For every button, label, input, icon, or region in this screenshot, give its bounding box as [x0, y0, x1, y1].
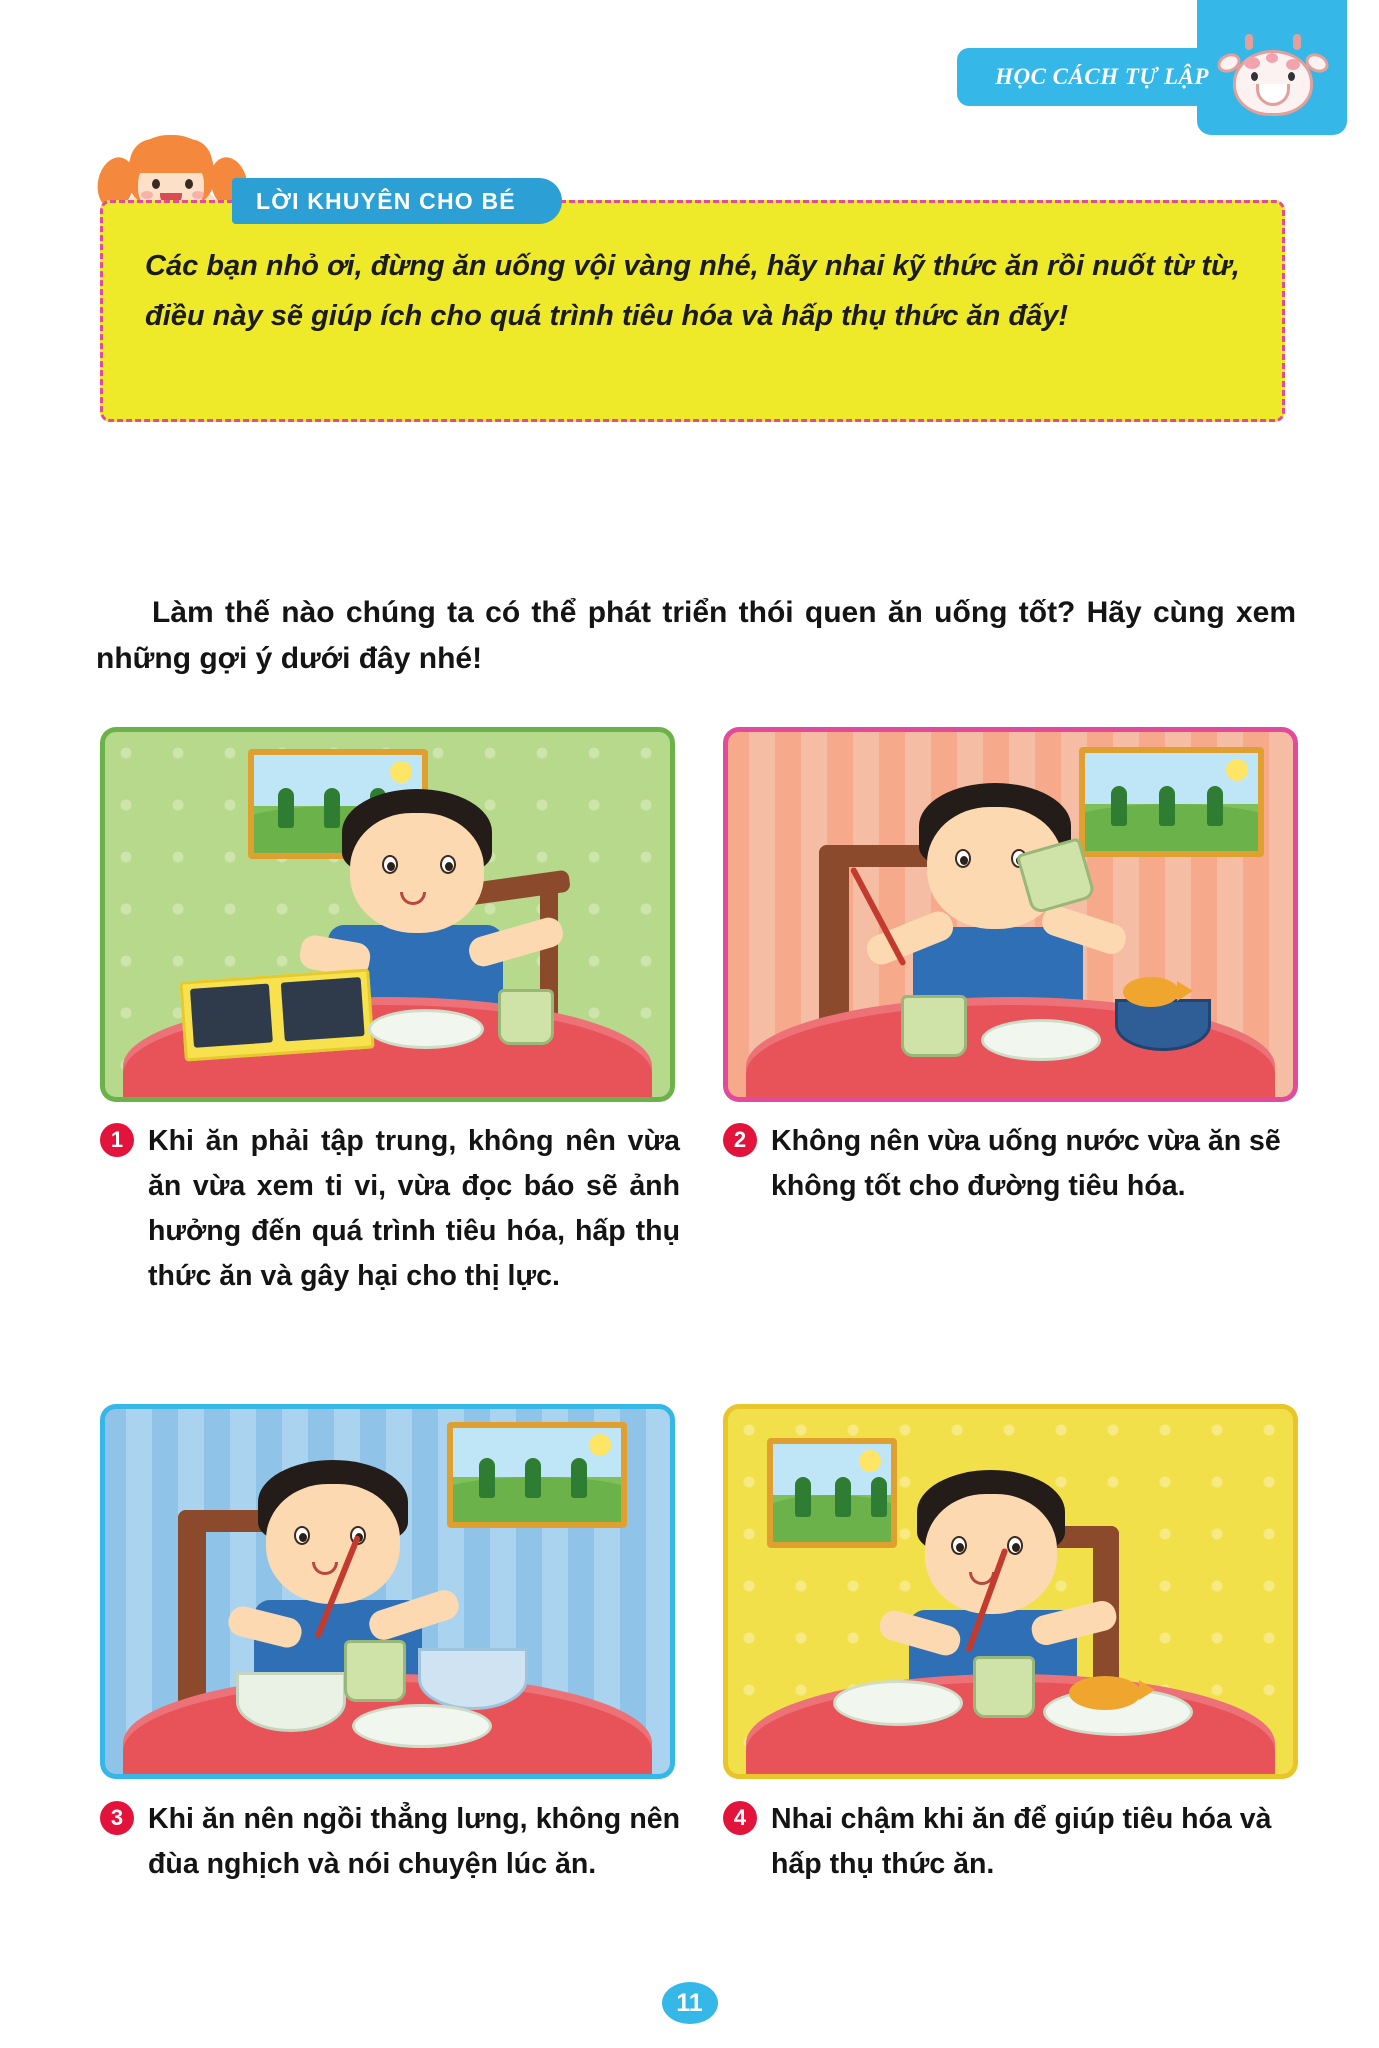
giraffe-eye-left: [1251, 72, 1258, 81]
boy-eye-right: [1007, 1536, 1023, 1555]
giraffe-spot: [1244, 57, 1260, 69]
scene-2: [723, 727, 1298, 1102]
food-plate: [368, 1009, 484, 1049]
panel-number-badge: 1: [100, 1123, 134, 1157]
illustration-panel-4: [723, 1404, 1298, 1779]
picture-sun: [1226, 759, 1248, 781]
rice-bowl: [236, 1672, 346, 1732]
boy-head: [350, 813, 484, 933]
panel-caption-4: [723, 1797, 1303, 1887]
advice-label-text: LỜI KHUYÊN CHO BÉ: [256, 187, 516, 214]
panel-caption-2: [723, 1119, 1303, 1209]
drink-cup: [344, 1640, 406, 1702]
fish-food: [1123, 977, 1179, 1007]
illustration-panel-2: [723, 727, 1298, 1102]
girl-eye-left: [152, 179, 160, 189]
picture-sun: [589, 1434, 611, 1456]
boy-eye-left: [951, 1536, 967, 1555]
picture-tree: [1207, 786, 1223, 826]
picture-tree: [835, 1477, 851, 1517]
panel-caption-3: [100, 1797, 680, 1887]
picture-sun: [390, 761, 412, 783]
scene-3: [100, 1404, 675, 1779]
scene-4: [723, 1404, 1298, 1779]
giraffe-horn-left: [1245, 34, 1253, 50]
giraffe-spot: [1286, 59, 1300, 70]
open-book: [179, 968, 374, 1061]
drink-cup: [498, 989, 554, 1045]
panel-number-badge: 3: [100, 1801, 134, 1835]
panel-number-badge: 4: [723, 1801, 757, 1835]
fish-bowl: [1115, 999, 1211, 1051]
boy-eye-left: [382, 855, 398, 874]
intro-paragraph: Làm thế nào chúng ta có thể phát triển thói quen ăn uống tốt? Hãy cùng xem những gợi ý dưới đây nhé!: [96, 596, 1296, 675]
advice-text: Các bạn nhỏ ơi, đừng ăn uống vội vàng nhé, hãy nhai kỹ thức ăn rồi nuốt từ từ, điều này sẽ giúp ích cho quá trình tiêu hóa và hấp thụ thức ăn đấy!: [145, 250, 1240, 332]
girl-eye-right: [185, 179, 193, 189]
wall-picture: [767, 1438, 897, 1548]
panel-caption-1: [100, 1119, 680, 1299]
girl-cheek-right: [192, 191, 204, 199]
illustration-panel-1: [100, 727, 675, 1102]
girl-cheek-left: [141, 191, 153, 199]
picture-tree: [278, 788, 294, 828]
picture-tree: [571, 1458, 587, 1498]
picture-tree: [479, 1458, 495, 1498]
fish-food: [1069, 1676, 1141, 1710]
drink-cup: [901, 995, 967, 1057]
wall-picture: [1079, 747, 1264, 857]
soup-bowl: [418, 1648, 528, 1710]
picture-tree: [525, 1458, 541, 1498]
picture-tree: [871, 1477, 887, 1517]
advice-label-pill: [232, 178, 562, 224]
boy-eye-left: [955, 849, 971, 868]
picture-tree: [1159, 786, 1175, 826]
giraffe-eye-right: [1288, 72, 1295, 81]
giraffe-spot: [1266, 53, 1278, 63]
panel-caption-text: Khi ăn phải tập trung, không nên vừa ăn vừa xem ti vi, vừa đọc báo sẽ ảnh hưởng đến quá trình tiêu hóa, hấp thụ thức ăn và gây hại cho thị lực.: [148, 1125, 680, 1293]
illustration-panel-3: [100, 1404, 675, 1779]
picture-sun: [859, 1450, 881, 1472]
header-tab: [957, 0, 1347, 150]
page-number: 11: [662, 1982, 718, 2024]
food-plate: [981, 1019, 1101, 1061]
scene-1: [100, 727, 675, 1102]
chair-back: [178, 1510, 206, 1710]
picture-tree: [324, 788, 340, 828]
panel-caption-text: Nhai chậm khi ăn để giúp tiêu hóa và hấp thụ thức ăn.: [771, 1803, 1272, 1881]
panel-number-badge: 2: [723, 1123, 757, 1157]
picture-tree: [1111, 786, 1127, 826]
chapter-title-pill: [957, 48, 1247, 106]
boy-eye-left: [294, 1526, 310, 1545]
picture-tree: [795, 1477, 811, 1517]
panel-caption-text: Khi ăn nên ngồi thẳng lưng, không nên đùa nghịch và nói chuyện lúc ăn.: [148, 1803, 680, 1881]
chair-back: [819, 845, 849, 1035]
boy-eye-right: [440, 855, 456, 874]
food-plate: [352, 1704, 492, 1748]
drink-cup: [973, 1656, 1035, 1718]
chapter-title: HỌC CÁCH TỰ LẬP: [995, 64, 1209, 89]
giraffe-horn-right: [1293, 34, 1301, 50]
giraffe-head: [1233, 50, 1313, 116]
boy-head: [266, 1484, 400, 1604]
girl-bangs: [130, 139, 212, 173]
giraffe-icon: [1225, 32, 1321, 128]
panel-caption-text: Không nên vừa uống nước vừa ăn sẽ không tốt cho đường tiêu hóa.: [771, 1125, 1281, 1203]
wall-picture: [447, 1422, 627, 1528]
vegetable-plate: [833, 1680, 963, 1726]
